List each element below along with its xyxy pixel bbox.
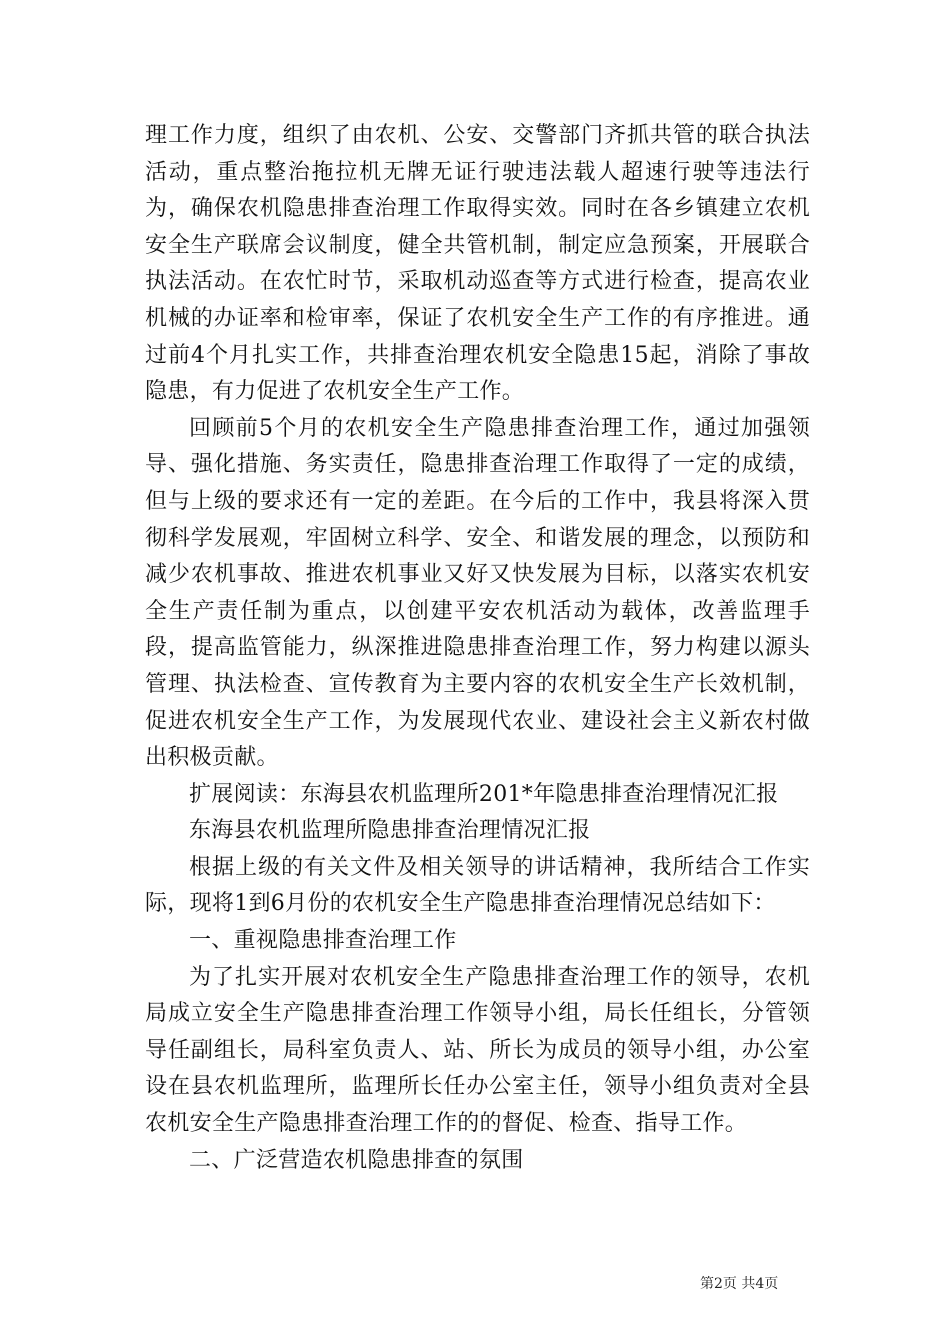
paragraph-section-1-body: 为了扎实开展对农机安全生产隐患排查治理工作的领导，农机局成立安全生产隐患排查治理工作领导小组，局长任组长，分管领导任副组长，局科室负责人、站、所长为成员的领导小组，办公室设在县农机监理所，监理所长任办公室主任，领导小组负责对全县农机安全生产隐患排查治理工作的的督促、检查、指导工作。: [145, 964, 810, 1137]
document-body: [145, 118, 810, 1179]
page-number-footer: 第2页 共4页: [700, 1276, 779, 1292]
section-heading-2: 二、广泛营造农机隐患排查的氛围: [189, 1147, 524, 1173]
paragraph-intro: 根据上级的有关文件及相关领导的讲话精神，我所结合工作实际，现将1到6月份的农机安全生产隐患排查治理情况总结如下：: [145, 854, 810, 917]
paragraph-1: 理工作力度，组织了由农机、公安、交警部门齐抓共管的联合执法活动，重点整治拖拉机无牌无证行驶违法载人超速行驶等违法行为，确保农机隐患排查治理工作取得实效。同时在各乡镇建立农机安全生产联席会议制度，健全共管机制，制定应急预案，开展联合执法活动。在农忙时节，采取机动巡查等方式进行检查，提高农业机械的办证率和检审率，保证了农机安全生产工作的有序推进。通过前4个月扎实工作，共排查治理农机安全隐患15起，消除了事故隐患，有力促进了农机安全生产工作。: [145, 123, 810, 405]
section-heading-1: 一、重视隐患排查治理工作: [189, 928, 457, 954]
paragraph-report-title: 东海县农机监理所隐患排查治理情况汇报: [189, 818, 591, 844]
paragraph-extended-reading: 扩展阅读：东海县农机监理所201*年隐患排查治理情况汇报: [189, 781, 779, 807]
paragraph-2: 回顾前5个月的农机安全生产隐患排查治理工作，通过加强领导、强化措施、务实责任，隐患排查治理工作取得了一定的成绩，但与上级的要求还有一定的差距。在今后的工作中，我县将深入贯彻科学发展观，牢固树立科学、安全、和谐发展的理念，以预防和减少农机事故、推进农机事业又好又快发展为目标，以落实农机安全生产责任制为重点，以创建平安农机活动为载体，改善监理手段，提高监管能力，纵深推进隐患排查治理工作，努力构建以源头管理、执法检查、宣传教育为主要内容的农机安全生产长效机制，促进农机安全生产工作，为发展现代农业、建设社会主义新农村做出积极贡献。: [145, 415, 810, 771]
